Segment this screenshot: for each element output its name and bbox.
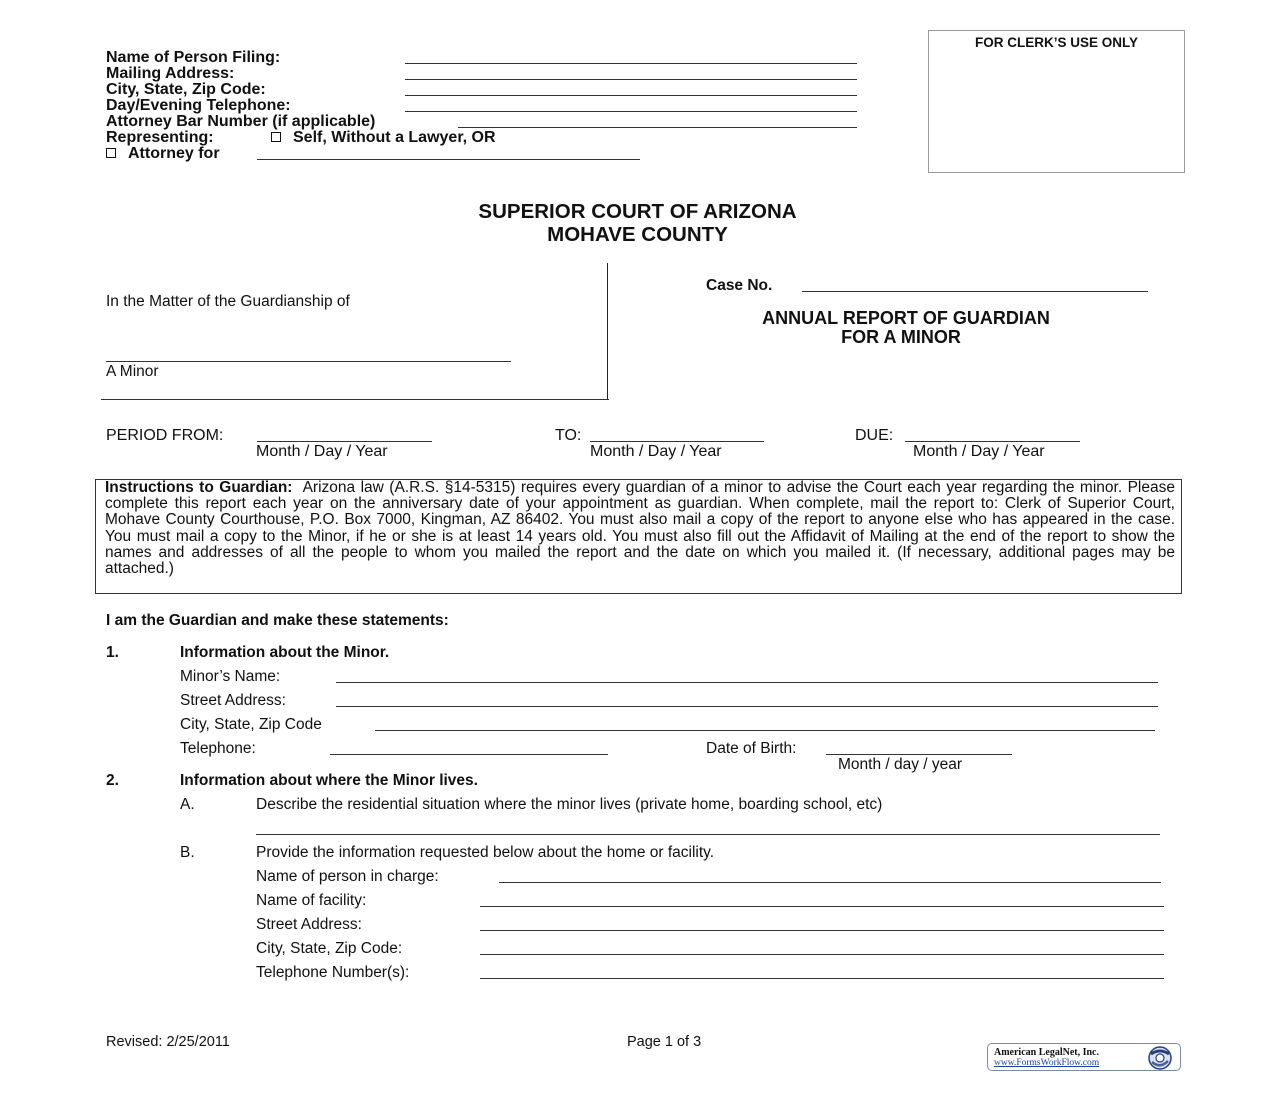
facility-city-field[interactable] <box>480 954 1164 955</box>
instructions-body: Arizona law (A.R.S. §14-5315) requires every guardian of a minor to advise the Court each year regarding the minor. Please complete this report each year on the anniversary date of your appointment as guardian. When complete, mail the report to: Clerk of Superior Court, Mohave County Courthouse, P.O. Box 7000, Kingman, AZ 86402. You must also mail a copy of the report to anyone else who has appeared in the case. You must mail a copy to the Minor, if he or she is at least 14 years old. You must also fill out the Affidavit of Mailing at the end of the report to show the names and addresses of all the people to whom you mailed the report and the date on which you mailed it. (If necessary, additional pages may be attached.) <box>105 479 1175 578</box>
section1-number: 1. <box>106 644 119 661</box>
matter-label: In the Matter of the Guardianship of <box>106 293 350 310</box>
telephone-field[interactable] <box>405 111 857 112</box>
american-legalnet-logo <box>987 1043 1181 1071</box>
facility-name-label: Name of facility: <box>256 892 367 909</box>
mailing-address-field[interactable] <box>405 79 857 80</box>
logo-company-name: American LegalNet, Inc. <box>994 1047 1099 1058</box>
due-hint: Month / Day / Year <box>913 443 1045 460</box>
report-title-line1: ANNUAL REPORT OF GUARDIAN <box>762 308 1050 328</box>
clerk-use-label: FOR CLERK’S USE ONLY <box>974 35 1139 50</box>
minor-name-caption-field[interactable] <box>106 361 511 362</box>
facility-street-label: Street Address: <box>256 916 362 933</box>
attorney-for-field[interactable] <box>257 159 640 160</box>
minor-street-field[interactable] <box>336 706 1158 707</box>
period-to-field[interactable] <box>590 441 764 442</box>
facility-name-field[interactable] <box>480 906 1164 907</box>
globe-icon <box>1142 1045 1178 1071</box>
instructions-heading: Instructions to Guardian: <box>105 479 293 496</box>
section2-title: Information about where the Minor lives. <box>180 772 478 789</box>
date-of-birth-hint: Month / day / year <box>838 756 963 773</box>
person-in-charge-field[interactable] <box>499 882 1161 883</box>
minor-name-field[interactable] <box>336 682 1158 683</box>
section2a-letter: A. <box>180 796 195 813</box>
facility-phone-label: Telephone Number(s): <box>256 964 410 981</box>
facility-street-field[interactable] <box>480 930 1164 931</box>
case-number-field[interactable] <box>802 291 1148 292</box>
minor-name-label: Minor’s Name: <box>180 668 281 685</box>
period-from-hint: Month / Day / Year <box>256 443 388 460</box>
clerk-use-box <box>928 30 1185 173</box>
period-from-field[interactable] <box>257 441 432 442</box>
instructions-text <box>105 480 1175 577</box>
minor-telephone-field[interactable] <box>330 754 608 755</box>
case-number-label: Case No. <box>706 277 773 294</box>
attorney-option[interactable] <box>106 146 220 162</box>
self-option[interactable] <box>271 130 496 146</box>
bar-number-field[interactable] <box>458 127 857 128</box>
period-from-label: PERIOD FROM: <box>106 427 224 444</box>
logo-url-link[interactable]: www.FormsWorkFlow.com <box>994 1058 1100 1068</box>
section2-number: 2. <box>106 772 119 789</box>
due-field[interactable] <box>905 441 1080 442</box>
facility-city-label: City, State, Zip Code: <box>256 940 403 957</box>
city-state-zip-field[interactable] <box>405 95 857 96</box>
residential-situation-field[interactable] <box>256 834 1160 835</box>
minor-city-field[interactable] <box>375 730 1155 731</box>
city-state-zip-label: City, State, Zip Code: <box>106 81 266 98</box>
telephone-label: Day/Evening Telephone: <box>106 97 291 114</box>
attorney-checkbox[interactable] <box>106 148 116 158</box>
section2a-text: Describe the residential situation where the minor lives (private home, boarding school, etc) <box>256 796 883 813</box>
minor-telephone-label: Telephone: <box>180 740 256 757</box>
person-in-charge-label: Name of person in charge: <box>256 868 439 885</box>
self-checkbox[interactable] <box>271 132 281 142</box>
representing-label: Representing: <box>106 129 214 146</box>
name-of-person-field[interactable] <box>405 63 857 64</box>
bar-number-label: Attorney Bar Number (if applicable) <box>106 113 376 130</box>
minor-street-label: Street Address: <box>180 692 286 709</box>
minor-caption-label: A Minor <box>106 363 159 380</box>
date-of-birth-field[interactable] <box>826 754 1012 755</box>
caption-horizontal-divider <box>101 399 609 400</box>
section2b-text: Provide the information requested below about the home or facility. <box>256 844 715 861</box>
section1-title: Information about the Minor. <box>180 644 390 661</box>
court-name: SUPERIOR COURT OF ARIZONA <box>478 200 797 223</box>
statements-heading: I am the Guardian and make these statements: <box>106 612 449 629</box>
minor-city-label: City, State, Zip Code <box>180 716 322 733</box>
name-of-person-label: Name of Person Filing: <box>106 49 281 66</box>
attorney-option-label: Attorney for <box>128 145 220 162</box>
section2b-letter: B. <box>180 844 195 861</box>
date-of-birth-label: Date of Birth: <box>706 740 797 757</box>
facility-phone-field[interactable] <box>480 978 1164 979</box>
due-label: DUE: <box>855 427 894 444</box>
self-option-label: Self, Without a Lawyer, OR <box>293 129 496 146</box>
period-to-label: TO: <box>555 427 582 444</box>
instructions-box <box>95 479 1182 594</box>
period-to-hint: Month / Day / Year <box>590 443 722 460</box>
page-number: Page 1 of 3 <box>627 1034 702 1050</box>
county-name: MOHAVE COUNTY <box>547 223 728 246</box>
caption-vertical-divider <box>607 263 608 400</box>
report-title-line2: FOR A MINOR <box>841 327 961 347</box>
mailing-address-label: Mailing Address: <box>106 65 235 82</box>
revised-date: Revised: 2/25/2011 <box>106 1034 230 1050</box>
